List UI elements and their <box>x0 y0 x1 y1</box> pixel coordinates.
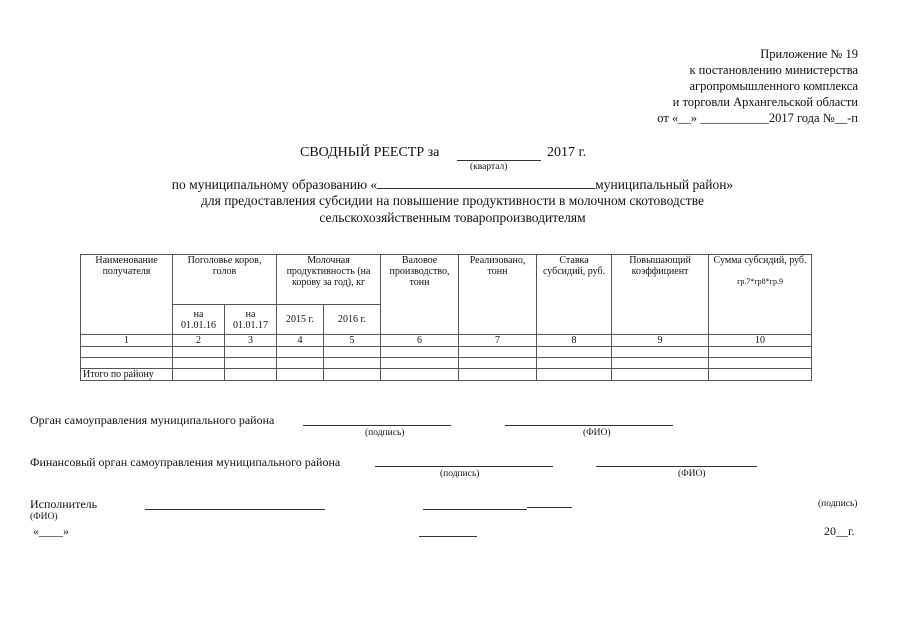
period-blank-line <box>457 160 541 161</box>
header-gross: Валовое производство, тонн <box>381 255 459 335</box>
exec-line-a <box>423 509 527 510</box>
header-rate: Ставка субсидий, руб. <box>537 255 612 335</box>
column-number: 1 <box>81 335 173 347</box>
appendix-line-2: к постановлению министерства <box>689 63 858 77</box>
org-sign-hint: (подпись) <box>365 428 405 438</box>
column-number: 7 <box>459 335 537 347</box>
column-number: 8 <box>537 335 612 347</box>
municipal-prefix: по муниципальному образованию « <box>171 177 378 192</box>
date-year: 20__г. <box>824 524 855 538</box>
fin-fio-line <box>596 466 757 467</box>
header-milk-2016: 2016 г. <box>324 305 381 335</box>
column-number: 6 <box>381 335 459 347</box>
registry-table <box>80 254 812 381</box>
exec-name-line <box>145 509 325 510</box>
header-sum-label: Сумма субсидий, руб. <box>713 255 807 266</box>
total-label: Итого по району <box>81 369 173 381</box>
org-sign-line <box>303 425 451 426</box>
fin-label: Финансовый орган самоуправления муниципального района <box>30 455 341 469</box>
header-sum-formula: гр.7*гр8*гр.9 <box>737 277 783 286</box>
column-number-row <box>81 335 812 347</box>
municipal-blank <box>377 176 595 189</box>
column-number: 10 <box>709 335 812 347</box>
header-sold: Реализовано, тонн <box>459 255 537 335</box>
municipal-line <box>0 176 905 193</box>
appendix-line-5: от «__» ___________2017 года №__-п <box>657 111 858 125</box>
exec-sign-hint: (подпись) <box>818 499 858 509</box>
header-recipient: Наименование получателя <box>81 255 173 335</box>
column-number: 9 <box>612 335 709 347</box>
table-row <box>81 358 812 369</box>
header-cows-2017: на 01.01.17 <box>225 305 277 335</box>
period-hint: (квартал) <box>470 162 508 172</box>
fin-fio-hint: (ФИО) <box>678 469 706 479</box>
registry-year: 2017 г. <box>547 145 587 160</box>
header-cows: Поголовье коров, голов <box>173 255 277 305</box>
registry-title: СВОДНЫЙ РЕЕСТР за <box>300 145 440 160</box>
fin-sign-hint: (подпись) <box>440 469 480 479</box>
appendix-line-1: Приложение № 19 <box>760 47 858 61</box>
header-sum <box>709 255 812 335</box>
column-number: 5 <box>324 335 381 347</box>
header-milk-2015: 2015 г. <box>277 305 324 335</box>
fin-sign-line <box>375 466 553 467</box>
date-blank-line <box>419 536 477 537</box>
subtitle-line-2: для предоставления субсидии на повышение продуктивности в молочном скотоводстве <box>201 193 704 208</box>
org-label: Орган самоуправления муниципального района <box>30 413 275 427</box>
table-row <box>81 347 812 358</box>
exec-label: Исполнитель <box>30 497 98 511</box>
org-fio-line <box>505 425 673 426</box>
municipal-suffix: муниципальный район» <box>595 177 734 192</box>
exec-line-b <box>527 507 572 508</box>
date-quote: «____» <box>33 524 69 538</box>
org-fio-hint: (ФИО) <box>583 428 611 438</box>
header-cows-2016: на 01.01.16 <box>173 305 225 335</box>
column-number: 3 <box>225 335 277 347</box>
appendix-line-3: агропромышленного комплекса <box>689 79 858 93</box>
column-number: 4 <box>277 335 324 347</box>
exec-fio-hint: (ФИО) <box>30 512 58 522</box>
appendix-line-4: и торговли Архангельской области <box>672 95 858 109</box>
header-milk: Молочная продуктивность (на корову за год), кг <box>277 255 381 305</box>
table-row-total <box>81 369 812 381</box>
header-coef: Повышающий коэффициент <box>612 255 709 335</box>
subtitle-line-3: сельскохозяйственным товаропроизводителям <box>319 210 586 225</box>
column-number: 2 <box>173 335 225 347</box>
